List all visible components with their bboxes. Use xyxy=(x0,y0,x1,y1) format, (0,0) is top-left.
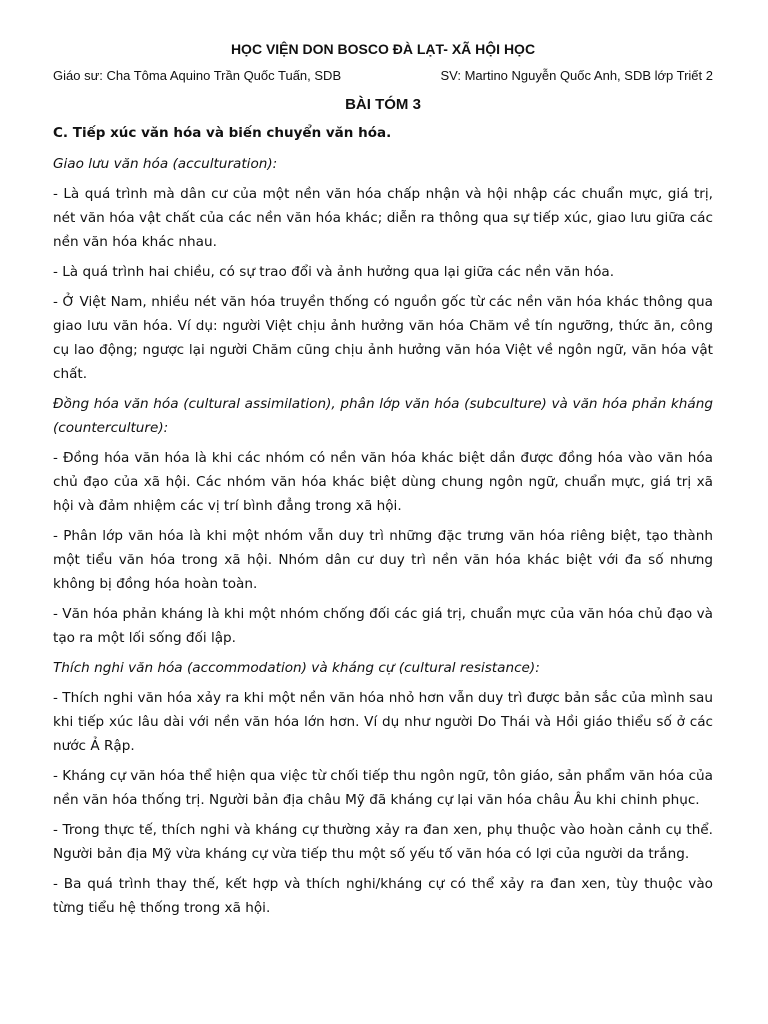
subheading-paragraph: Thích nghi văn hóa (accommodation) và kháng cự (cultural resistance): xyxy=(53,660,540,676)
body-paragraph: - Kháng cự văn hóa thể hiện qua việc từ chối tiếp thu ngôn ngữ, tôn giáo, sản phẩm văn hóa của nền văn hóa thống trị. Người bản địa châu Mỹ đã kháng cự lại văn hóa châu Âu khi chinh phục. xyxy=(53,768,713,808)
body-paragraph: - Là quá trình hai chiều, có sự trao đổi và ảnh hưởng qua lại giữa các nền văn hóa. xyxy=(53,264,615,280)
body-paragraph: - Đồng hóa văn hóa là khi các nhóm có nền văn hóa khác biệt dần được đồng hóa vào văn hóa chủ đạo của xã hội. Các nhóm văn hóa khác biệt dùng chung ngôn ngữ, chuẩn mực, giá trị xã hội và đảm nhiệm các vị trí bình đẳng trong xã hội. xyxy=(53,450,713,514)
document-body xyxy=(53,152,713,920)
institution-header: HỌC VIỆN DON BOSCO ĐÀ LẠT- XÃ HỘI HỌC xyxy=(230,41,536,57)
student-line: SV: Martino Nguyễn Quốc Anh, SDB lớp Triết 2 xyxy=(440,68,713,83)
body-paragraph: - Văn hóa phản kháng là khi một nhóm chống đối các giá trị, chuẩn mực của văn hóa chủ đạo và tạo ra một lối sống đối lập. xyxy=(53,606,713,646)
header-meta-row xyxy=(53,67,713,85)
body-paragraph: - Ba quá trình thay thế, kết hợp và thích nghi/kháng cự có thể xảy ra đan xen, tùy thuộc vào từng tiểu hệ thống trong xã hội. xyxy=(53,876,713,916)
body-paragraph: - Thích nghi văn hóa xảy ra khi một nền văn hóa nhỏ hơn vẫn duy trì được bản sắc của mình sau khi tiếp xúc lâu dài với nền văn hóa lớn hơn. Ví dụ như người Do Thái và Hồi giáo thiểu số ở các nước Ả Rập. xyxy=(53,690,713,754)
subheading-paragraph: Giao lưu văn hóa (acculturation): xyxy=(53,156,278,172)
body-paragraph: - Phân lớp văn hóa là khi một nhóm vẫn duy trì những đặc trưng văn hóa riêng biệt, tạo thành một tiểu văn hóa trong xã hội. Nhóm dân cư duy trì nền văn hóa khác biệt với đa số nhưng không bị đồng hóa hoàn toàn. xyxy=(53,528,713,592)
subheading-paragraph: Đồng hóa văn hóa (cultural assimilation), phân lớp văn hóa (subculture) và văn hóa phản kháng (counterculture): xyxy=(53,396,713,436)
body-paragraph: - Là quá trình mà dân cư của một nền văn hóa chấp nhận và hội nhập các chuẩn mực, giá trị, nét văn hóa vật chất của các nền văn hóa khác; diễn ra thông qua sự tiếp xúc, giao lưu giữa các nền văn hóa khác nhau. xyxy=(53,186,713,250)
document-title: BÀI TÓM 3 xyxy=(345,96,421,113)
professor-line: Giáo sư: Cha Tôma Aquino Trần Quốc Tuấn, SDB xyxy=(53,68,342,83)
body-paragraph: - Ở Việt Nam, nhiều nét văn hóa truyền thống có nguồn gốc từ các nền văn hóa khác thông qua giao lưu văn hóa. Ví dụ: người Việt chịu ảnh hưởng văn hóa Chăm về tín ngưỡng, thức ăn, công cụ lao động; ngược lại người Chăm cũng chịu ảnh hưởng văn hóa Việt về ngôn ngữ, văn hóa vật chất. xyxy=(53,294,713,382)
document-page xyxy=(53,40,713,926)
body-paragraph: - Trong thực tế, thích nghi và kháng cự thường xảy ra đan xen, phụ thuộc vào hoàn cảnh cụ thể. Người bản địa Mỹ vừa kháng cự vừa tiếp thu một số yếu tố văn hóa có lợi của người da trắng. xyxy=(53,822,713,862)
section-heading: C. Tiếp xúc văn hóa và biến chuyển văn hóa. xyxy=(53,125,392,141)
